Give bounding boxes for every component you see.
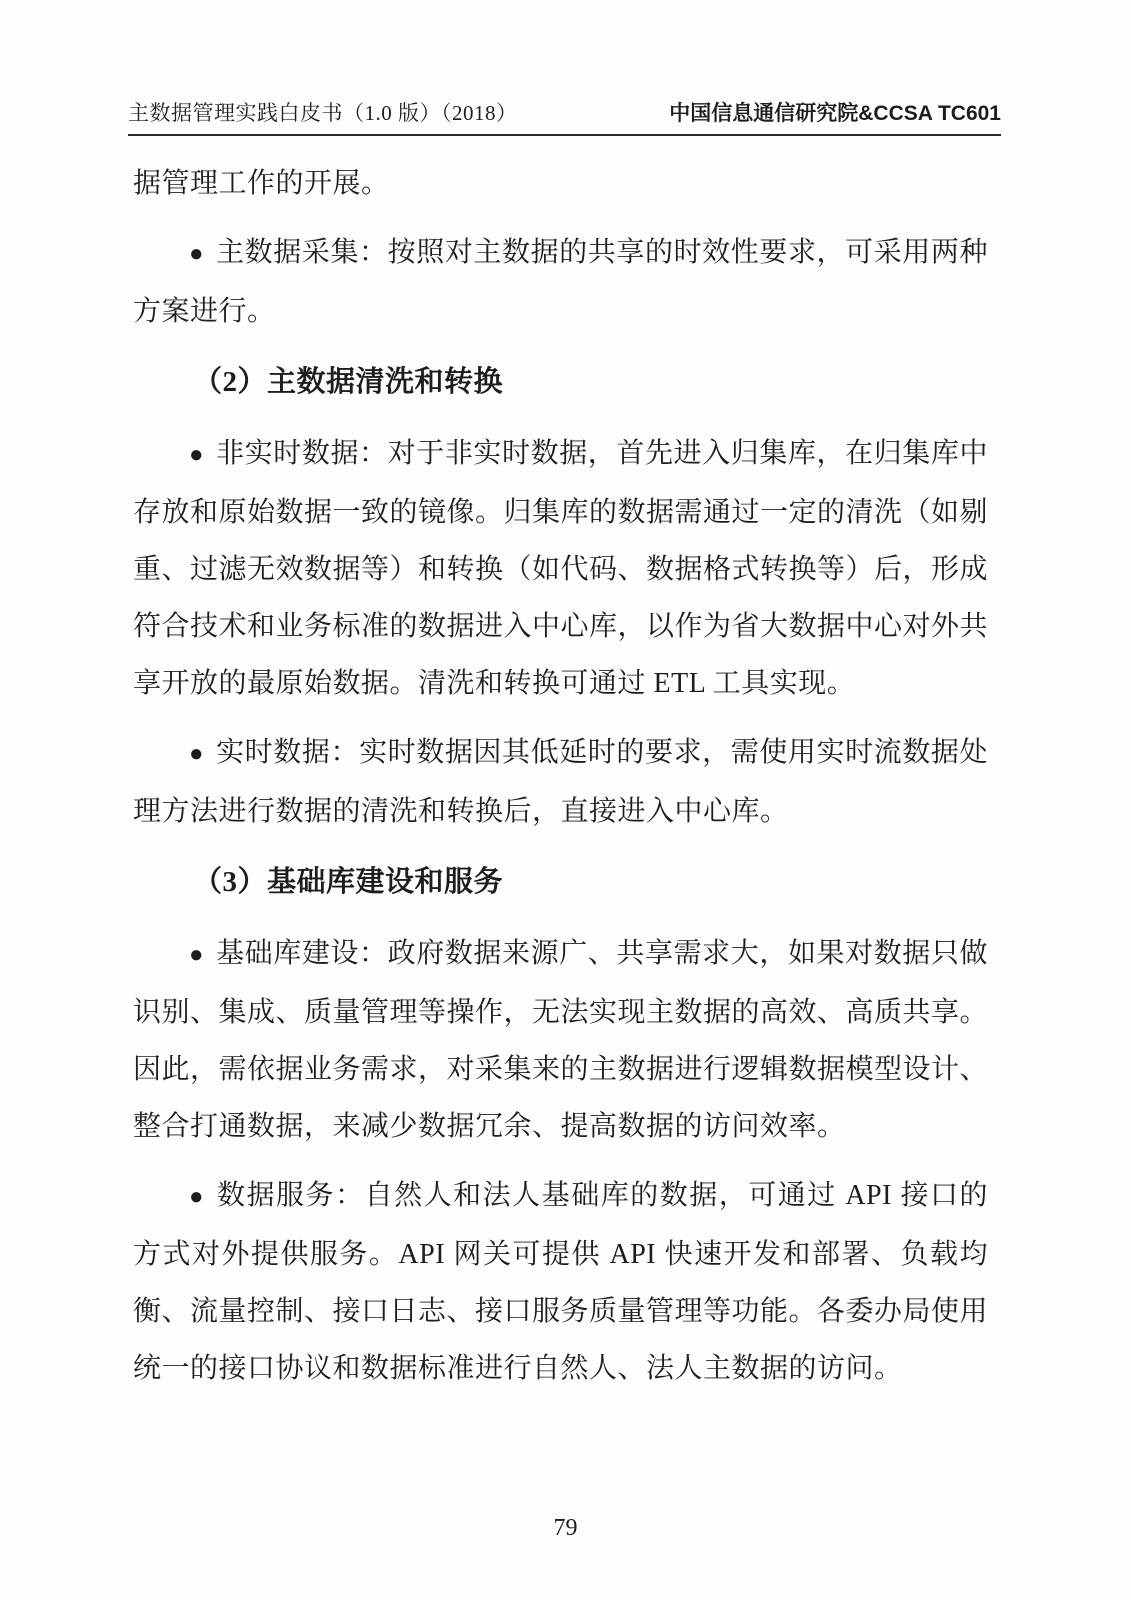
bullet-paragraph bbox=[133, 925, 988, 1155]
page-footer bbox=[0, 1515, 1131, 1542]
bullet-text: 实时数据因其低延时的要求，需使用实时流数据处理方法进行数据的清洗和转换后，直接进入中心库。 bbox=[133, 737, 988, 827]
bullet-lead: 数据服务： bbox=[217, 1180, 365, 1211]
bullet-icon: ● bbox=[189, 741, 205, 767]
bullet-text: 政府数据来源广、共享需求大，如果对数据只做识别、集成、质量管理等操作，无法实现主数据的高效、高质共享。因此，需依据业务需求，对采集来的主数据进行逻辑数据模型设计、整合打通数据，来减少数据冗余、提高数据的访问效率。 bbox=[133, 938, 989, 1142]
document-body bbox=[133, 155, 988, 1397]
page-header bbox=[128, 97, 1001, 136]
bullet-lead: 主数据采集： bbox=[216, 237, 388, 268]
bullet-icon: ● bbox=[189, 442, 205, 468]
bullet-text: 对于非实时数据，首先进入归集库，在归集库中存放和原始数据一致的镜像。归集库的数据需通过一定的清洗（如剔重、过滤无效数据等）和转换（如代码、数据格式转换等）后，形成符合技术和业务标准的数据进入中心库，以作为省大数据中心对外共享开放的最原始数据。清洗和转换可通过 ETL 工具实现。 bbox=[133, 438, 989, 699]
bullet-lead: 非实时数据： bbox=[216, 438, 388, 469]
bullet-icon: ● bbox=[189, 241, 205, 267]
bullet-paragraph bbox=[133, 724, 988, 840]
bullet-text: 自然人和法人基础库的数据，可通过 API 接口的方式对外提供服务。API 网关可提供 API 快速开发和部署、负载均衡、流量控制、接口日志、接口服务质量管理等功能。各委办局使用统一的接口协议和数据标准进行自然人、法人主数据的访问。 bbox=[133, 1180, 989, 1384]
bullet-icon: ● bbox=[189, 942, 205, 968]
bullet-paragraph bbox=[133, 224, 988, 340]
header-doc-title: 主数据管理实践白皮书（1.0 版）（2018） bbox=[128, 101, 518, 125]
bullet-lead: 基础库建设： bbox=[216, 938, 388, 969]
body-paragraph: 据管理工作的开展。 bbox=[133, 168, 390, 199]
bullet-text: 按照对主数据的共享的时效性要求，可采用两种方案进行。 bbox=[133, 237, 988, 327]
bullet-lead: 实时数据： bbox=[216, 737, 360, 768]
bullet-paragraph bbox=[133, 425, 988, 712]
bullet-icon: ● bbox=[189, 1184, 206, 1210]
header-org-title: 中国信息通信研究院&CCSA TC601 bbox=[669, 102, 1001, 125]
section-heading: （3）基础库建设和服务 bbox=[193, 866, 504, 898]
bullet-paragraph bbox=[133, 1167, 988, 1397]
section-heading: （2）主数据清洗和转换 bbox=[193, 366, 504, 398]
page-number: 79 bbox=[553, 1515, 578, 1541]
